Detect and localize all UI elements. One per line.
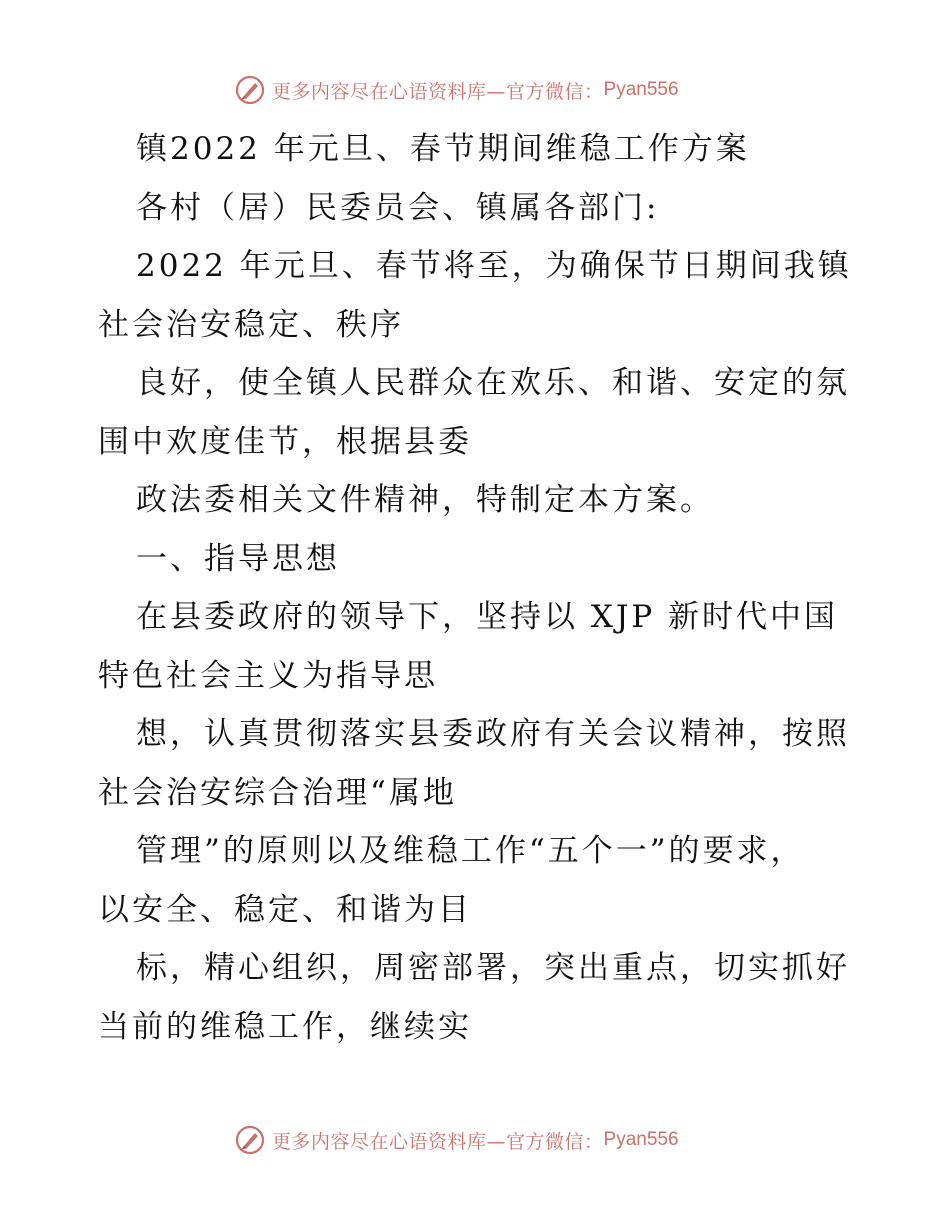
document-body: [98, 120, 858, 1056]
paragraph-line: 在县委政府的领导下，坚持以 XJP 新时代中国: [136, 599, 839, 635]
quill-logo-icon: [234, 74, 266, 106]
watermark-text: 更多内容尽在心语资料库—官方微信：: [272, 1130, 604, 1153]
footer-watermark: [234, 1122, 679, 1158]
paragraph-line: 特色社会主义为指导思: [98, 657, 438, 694]
paragraph-line: 当前的维稳工作，继续实: [98, 1008, 472, 1045]
paragraph-line: 良好，使全镇人民群众在欢乐、和谐、安定的氛: [136, 365, 850, 401]
paragraph-line: 以安全、稳定、和谐为目: [98, 891, 472, 928]
quill-logo-icon: [234, 1124, 266, 1156]
paragraph-line: 围中欢度佳节，根据县委: [98, 423, 472, 460]
watermark-wechat-id: Pyan556: [603, 79, 679, 100]
header-watermark: [234, 72, 679, 108]
paragraph-line: 政法委相关文件精神，特制定本方案。: [136, 482, 714, 518]
paragraph-line: 2022 年元旦、春节将至，为确保节日期间我镇: [136, 248, 852, 284]
document-title: 镇2022 年元旦、春节期间维稳工作方案: [136, 131, 750, 167]
paragraph-line: 管理”的原则以及维稳工作“五个一”的要求，: [136, 833, 805, 869]
section-heading: 一、指导思想: [136, 540, 340, 577]
salutation: 各村（居）民委员会、镇属各部门:: [136, 189, 660, 226]
watermark-text: 更多内容尽在心语资料库—官方微信：: [272, 80, 604, 103]
watermark-wechat-id: Pyan556: [603, 1129, 679, 1150]
paragraph-line: 想，认真贯彻落实县委政府有关会议精神，按照: [136, 716, 850, 752]
paragraph-line: 标，精心组织，周密部署，突出重点，切实抓好: [136, 950, 850, 986]
paragraph-line: 社会治安稳定、秩序: [98, 306, 404, 343]
paragraph-line: 社会治安综合治理“属地: [98, 774, 457, 811]
